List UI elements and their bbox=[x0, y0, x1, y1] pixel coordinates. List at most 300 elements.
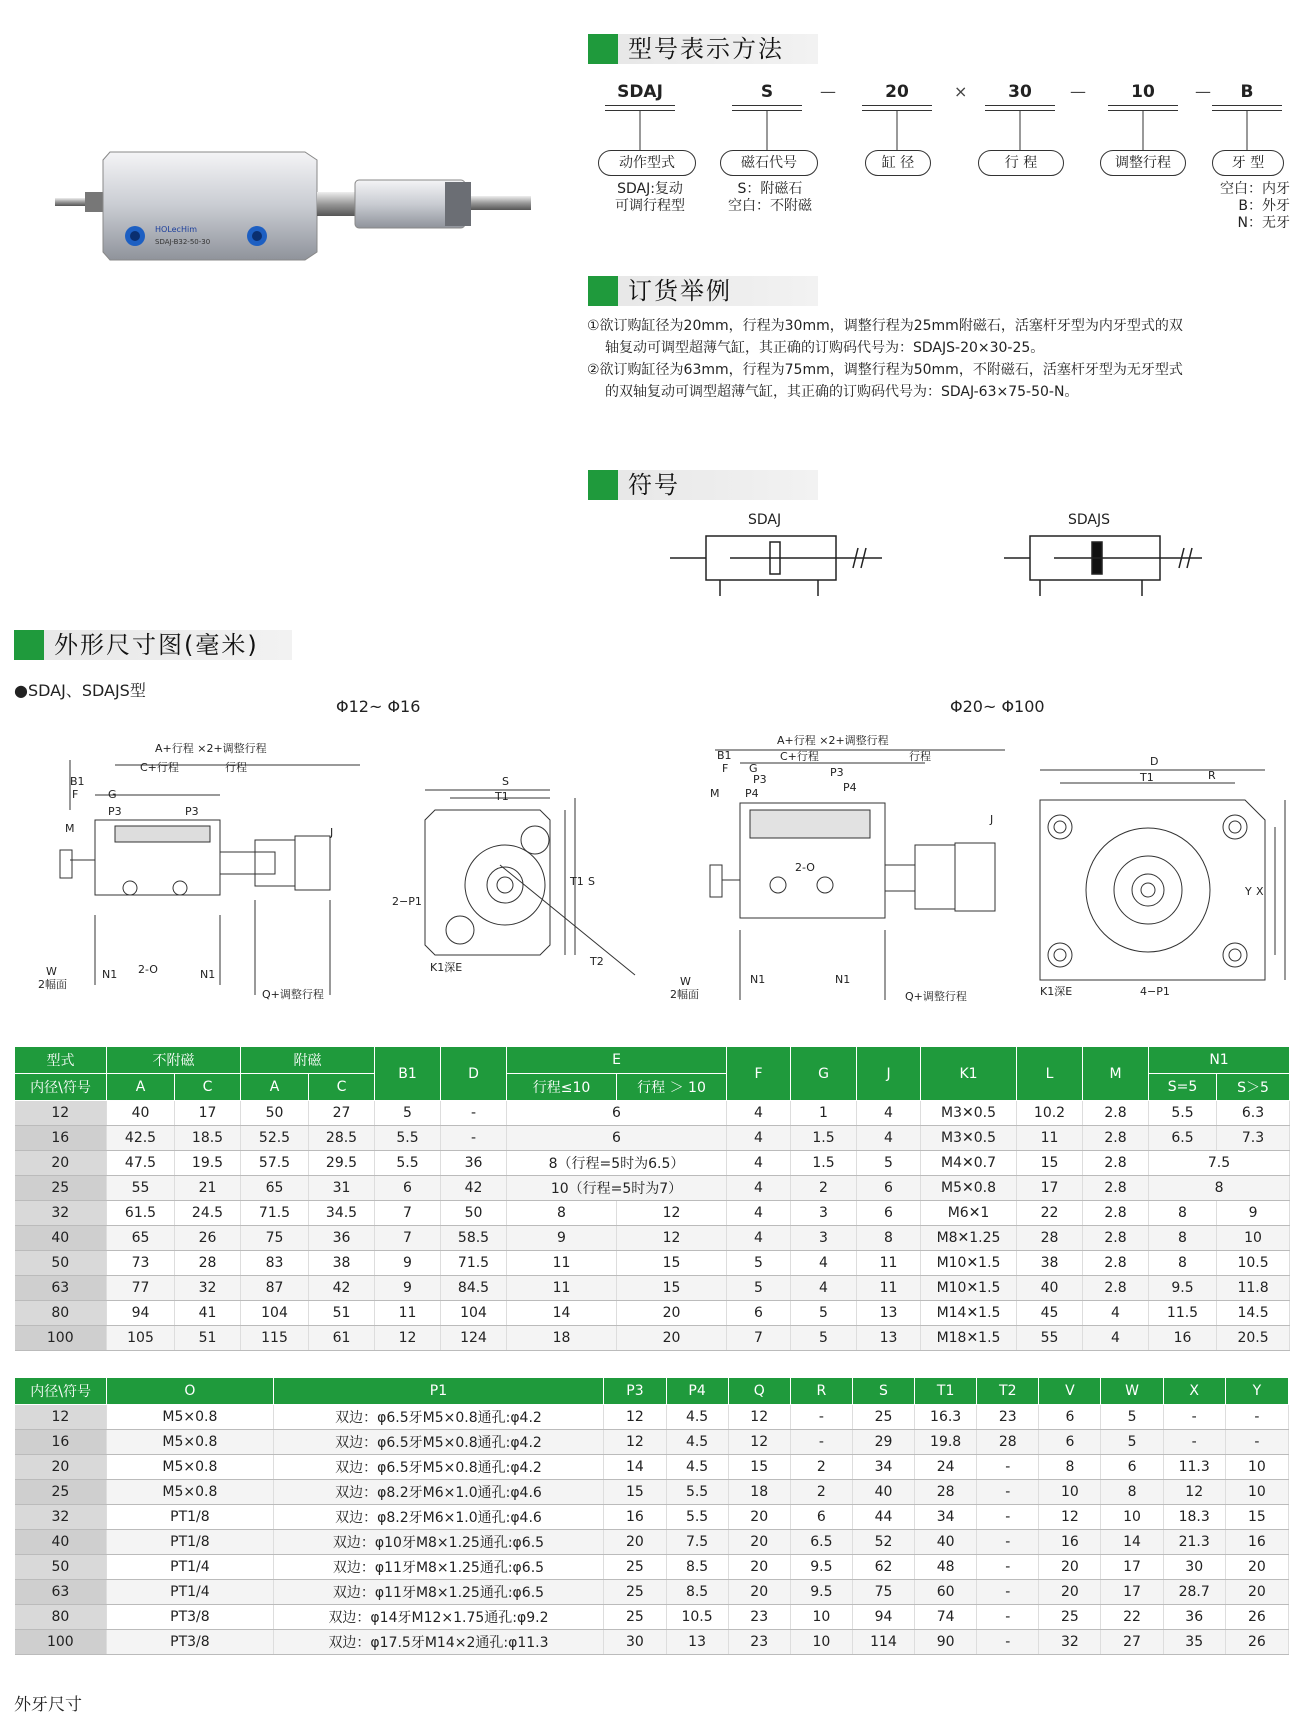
dim-label: T1 bbox=[495, 790, 509, 803]
th-a: A bbox=[107, 1074, 175, 1101]
table-cell: 8 bbox=[1149, 1226, 1217, 1251]
table-cell: 90 bbox=[915, 1630, 977, 1655]
table-cell: 75 bbox=[241, 1226, 309, 1251]
order-examples: ①欲订购缸径为20mm，行程为30mm，调整行程为25mm附磁石，活塞杆牙型为内牙型式的双 轴复动可调型超薄气缸，其正确的订购码代号为：SDAJS-20×30-25。 ②欲订购缸径为63mm，行程为75mm，调整行程为50mm，不附磁石，活塞杆牙型为无牙型式 的双轴复动可调型超薄气缸，其正确的订购码代号为：SDAJ-63×75-50-N。 bbox=[587, 318, 1183, 400]
table-cell: M3✕0.5 bbox=[921, 1126, 1017, 1151]
table-cell: 双边：φ14牙M12×1.75通孔:φ9.2 bbox=[273, 1605, 604, 1630]
table-cell: 104 bbox=[241, 1301, 309, 1326]
table-row bbox=[15, 1151, 1290, 1176]
table-cell: 34 bbox=[852, 1455, 914, 1480]
separator: — bbox=[820, 82, 836, 101]
table-cell: M14✕1.5 bbox=[921, 1301, 1017, 1326]
table-cell: 16 bbox=[1225, 1530, 1288, 1555]
dim-label: B1 bbox=[70, 775, 85, 788]
table-cell: 6 bbox=[1039, 1430, 1101, 1455]
table-cell: 5.5 bbox=[666, 1480, 728, 1505]
table-cell: 80 bbox=[15, 1605, 107, 1630]
dim-label: F bbox=[722, 762, 729, 775]
table-cell: 13 bbox=[857, 1326, 921, 1351]
table-cell: 20 bbox=[1039, 1580, 1101, 1605]
table-cell: 双边：φ6.5牙M5×0.8通孔:φ4.2 bbox=[273, 1430, 604, 1455]
table-cell: 27 bbox=[309, 1101, 375, 1126]
code-magnet: S bbox=[732, 82, 802, 111]
table-cell: 10 bbox=[790, 1630, 852, 1655]
table-cell: 15 bbox=[1225, 1505, 1288, 1530]
product-brand: HOLecHim bbox=[155, 225, 197, 234]
section-square-icon bbox=[588, 470, 618, 500]
table-cell: 11.5 bbox=[1149, 1301, 1217, 1326]
section-model-header bbox=[588, 34, 818, 64]
table-cell: - bbox=[441, 1101, 507, 1126]
table-cell: 23 bbox=[977, 1405, 1039, 1430]
table-cell: 42 bbox=[441, 1176, 507, 1201]
table-row bbox=[15, 1276, 1290, 1301]
table-header: P4 bbox=[666, 1378, 728, 1405]
table-cell: 32 bbox=[1039, 1630, 1101, 1655]
pill-action: 动作型式 bbox=[598, 150, 696, 176]
desc-magnet: S：附磁石 空白：不附磁 bbox=[728, 181, 812, 214]
table-cell: M10✕1.5 bbox=[921, 1276, 1017, 1301]
table-row bbox=[15, 1430, 1289, 1455]
table-cell: 51 bbox=[309, 1301, 375, 1326]
table-header: P1 bbox=[273, 1378, 604, 1405]
th-e: E bbox=[507, 1047, 727, 1074]
table-cell: 6.5 bbox=[1149, 1126, 1217, 1151]
table-cell: 4.5 bbox=[666, 1405, 728, 1430]
table-cell: 18 bbox=[728, 1480, 790, 1505]
table-cell: 26 bbox=[1225, 1630, 1288, 1655]
section-square-icon bbox=[588, 276, 618, 306]
table-header: Q bbox=[728, 1378, 790, 1405]
table-cell: 7 bbox=[375, 1201, 441, 1226]
table-cell: 40 bbox=[107, 1101, 175, 1126]
table-cell: 双边：φ8.2牙M6×1.0通孔:φ4.6 bbox=[273, 1480, 604, 1505]
table-cell: 11 bbox=[1017, 1126, 1083, 1151]
table-cell: 4 bbox=[791, 1276, 857, 1301]
table-cell: 4 bbox=[727, 1151, 791, 1176]
th-n1b: S＞5 bbox=[1217, 1074, 1290, 1101]
table-cell: 65 bbox=[107, 1226, 175, 1251]
table-row bbox=[15, 1530, 1289, 1555]
table-cell: 1 bbox=[791, 1101, 857, 1126]
table-cell: 10.5 bbox=[666, 1605, 728, 1630]
table-row bbox=[15, 1455, 1289, 1480]
table-cell: 9.5 bbox=[1149, 1276, 1217, 1301]
table-cell: 2.8 bbox=[1083, 1151, 1149, 1176]
dim-label: W bbox=[680, 975, 691, 988]
table-cell: M5×0.8 bbox=[107, 1480, 273, 1505]
table-cell: 10 bbox=[1225, 1455, 1288, 1480]
table-cell: 5 bbox=[727, 1251, 791, 1276]
table-cell: 5 bbox=[727, 1276, 791, 1301]
code-adjust: 10 bbox=[1108, 82, 1178, 111]
table-cell: 71.5 bbox=[441, 1251, 507, 1276]
table-cell: 35 bbox=[1163, 1630, 1225, 1655]
table-cell: 5 bbox=[791, 1326, 857, 1351]
table-cell: 8 bbox=[507, 1201, 617, 1226]
dim-label: 4−P1 bbox=[1140, 985, 1170, 998]
table-cell: PT1/8 bbox=[107, 1505, 273, 1530]
table-cell: 28.7 bbox=[1163, 1580, 1225, 1605]
table-cell: - bbox=[977, 1505, 1039, 1530]
table-row bbox=[15, 1605, 1289, 1630]
footer-title: 外牙尺寸 bbox=[14, 1695, 82, 1715]
th-bore: 内径\符号 bbox=[15, 1074, 107, 1101]
table-row bbox=[15, 1630, 1289, 1655]
dim-label: J bbox=[990, 813, 994, 826]
table-cell: 50 bbox=[15, 1555, 107, 1580]
table-cell: 7.3 bbox=[1217, 1126, 1290, 1151]
dim-label: 行程 bbox=[909, 750, 931, 763]
th-d: D bbox=[441, 1047, 507, 1101]
table-cell: 8 bbox=[1039, 1455, 1101, 1480]
table-cell: 25 bbox=[1039, 1605, 1101, 1630]
table-cell: M5×0.8 bbox=[107, 1405, 273, 1430]
table-cell: 7 bbox=[375, 1226, 441, 1251]
th-m: M bbox=[1083, 1047, 1149, 1101]
th-mag: 附磁 bbox=[241, 1047, 375, 1074]
table-cell: 15 bbox=[617, 1251, 727, 1276]
table-cell: 40 bbox=[915, 1530, 977, 1555]
table-cell: 22 bbox=[1101, 1605, 1163, 1630]
section-square-icon bbox=[14, 630, 44, 660]
th-model: 型式 bbox=[15, 1047, 107, 1074]
table-cell: 12 bbox=[1163, 1480, 1225, 1505]
table-cell: 10 bbox=[1217, 1226, 1290, 1251]
table-row bbox=[15, 1555, 1289, 1580]
table-cell: - bbox=[977, 1455, 1039, 1480]
dim-label: S bbox=[588, 875, 595, 888]
desc-thread: 空白：内牙 B：外牙 N：无牙 bbox=[1220, 181, 1290, 231]
table-cell: 9.5 bbox=[790, 1580, 852, 1605]
table-cell: - bbox=[1163, 1405, 1225, 1430]
table-cell: 9.5 bbox=[790, 1555, 852, 1580]
table-cell: 15 bbox=[728, 1455, 790, 1480]
table-cell: 2.8 bbox=[1083, 1126, 1149, 1151]
table-row bbox=[15, 1480, 1289, 1505]
table-cell: 20 bbox=[1225, 1555, 1288, 1580]
table-cell: 50 bbox=[241, 1101, 309, 1126]
table-cell: 30 bbox=[604, 1630, 666, 1655]
table-cell: 6 bbox=[1039, 1405, 1101, 1430]
table-cell: 42.5 bbox=[107, 1126, 175, 1151]
table-cell: 4 bbox=[857, 1101, 921, 1126]
symbol-label-sdajs: SDAJS bbox=[1068, 512, 1111, 528]
dim-label: 2幅面 bbox=[670, 988, 699, 1001]
table-cell: 28 bbox=[977, 1430, 1039, 1455]
table-cell: - bbox=[977, 1630, 1039, 1655]
table-cell: - bbox=[441, 1126, 507, 1151]
dim-label: G bbox=[749, 762, 758, 775]
table-cell: PT3/8 bbox=[107, 1630, 273, 1655]
code-action: SDAJ bbox=[605, 82, 675, 111]
table-cell: 7.5 bbox=[666, 1530, 728, 1555]
table-cell: 19.8 bbox=[915, 1430, 977, 1455]
dim-label: K1深E bbox=[430, 961, 463, 974]
table-header: X bbox=[1163, 1378, 1225, 1405]
dim-label: P3 bbox=[185, 805, 199, 818]
table-header: P3 bbox=[604, 1378, 666, 1405]
code-stroke: 30 bbox=[985, 82, 1055, 111]
table-cell: 15 bbox=[604, 1480, 666, 1505]
dim-label: B1 bbox=[717, 749, 732, 762]
table-cell: 双边：φ6.5牙M5×0.8通孔:φ4.2 bbox=[273, 1455, 604, 1480]
table-cell: 21.3 bbox=[1163, 1530, 1225, 1555]
table-cell: 2 bbox=[791, 1176, 857, 1201]
table-cell: 12 bbox=[375, 1326, 441, 1351]
table-row bbox=[15, 1326, 1290, 1351]
dim-label: P3 bbox=[108, 805, 122, 818]
table-cell: 24.5 bbox=[175, 1201, 241, 1226]
section-square-icon bbox=[588, 34, 618, 64]
table-cell: M6✕1 bbox=[921, 1201, 1017, 1226]
table-row bbox=[15, 1301, 1290, 1326]
table-cell: - bbox=[790, 1430, 852, 1455]
th-e2: 行程 ＞ 10 bbox=[617, 1074, 727, 1101]
table-cell: 25 bbox=[15, 1176, 107, 1201]
table-cell: 28.5 bbox=[309, 1126, 375, 1151]
table-cell: 36 bbox=[441, 1151, 507, 1176]
dim-label: F bbox=[72, 788, 79, 801]
section-order-header bbox=[588, 276, 818, 306]
table-cell: 63 bbox=[15, 1276, 107, 1301]
table-cell: 4 bbox=[727, 1176, 791, 1201]
table-row bbox=[15, 1251, 1290, 1276]
table-cell: 2 bbox=[790, 1455, 852, 1480]
table-cell: 77 bbox=[107, 1276, 175, 1301]
table-cell: 8 bbox=[857, 1226, 921, 1251]
table-cell: 51 bbox=[175, 1326, 241, 1351]
table-cell: 4 bbox=[791, 1251, 857, 1276]
table-header: W bbox=[1101, 1378, 1163, 1405]
table-cell: 14 bbox=[1101, 1530, 1163, 1555]
table-cell: 83 bbox=[241, 1251, 309, 1276]
table-cell: M5×0.8 bbox=[107, 1455, 273, 1480]
range-small: Φ12~ Φ16 bbox=[336, 697, 421, 716]
table-cell: 6 bbox=[375, 1176, 441, 1201]
section-title: 符号 bbox=[628, 471, 680, 499]
table-cell: 26 bbox=[175, 1226, 241, 1251]
table-cell: 17 bbox=[175, 1101, 241, 1126]
table-cell: 21 bbox=[175, 1176, 241, 1201]
table-cell: 14.5 bbox=[1217, 1301, 1290, 1326]
table-cell: 8 bbox=[1149, 1176, 1290, 1201]
dim-label: N1 bbox=[102, 968, 118, 981]
series-label: ●SDAJ、SDAJS型 bbox=[14, 681, 146, 700]
table-cell: 20 bbox=[617, 1326, 727, 1351]
desc-action: SDAJ:复动 可调行程型 bbox=[615, 181, 685, 214]
table-cell: 18.3 bbox=[1163, 1505, 1225, 1530]
table-header: Y bbox=[1225, 1378, 1288, 1405]
table-cell: 27 bbox=[1101, 1630, 1163, 1655]
table-cell: 12 bbox=[617, 1226, 727, 1251]
table-cell: 41 bbox=[175, 1301, 241, 1326]
table-cell: M8✕1.25 bbox=[921, 1226, 1017, 1251]
table-cell: 4 bbox=[1083, 1326, 1149, 1351]
table-cell: 20 bbox=[617, 1301, 727, 1326]
dim-label: N1 bbox=[200, 968, 216, 981]
table-cell: 2 bbox=[790, 1480, 852, 1505]
table-cell: 20.5 bbox=[1217, 1326, 1290, 1351]
table-cell: M5×0.8 bbox=[107, 1430, 273, 1455]
drawing-side-small bbox=[20, 740, 380, 1005]
table-cell: - bbox=[977, 1605, 1039, 1630]
table-cell: 8 bbox=[1149, 1251, 1217, 1276]
table-cell: 28 bbox=[915, 1480, 977, 1505]
table-cell: 63 bbox=[15, 1580, 107, 1605]
dim-label: S bbox=[502, 775, 509, 788]
table-cell: 双边：φ6.5牙M5×0.8通孔:φ4.2 bbox=[273, 1405, 604, 1430]
table-cell: 94 bbox=[852, 1605, 914, 1630]
table-cell: 94 bbox=[107, 1301, 175, 1326]
section-title: 型号表示方法 bbox=[628, 35, 784, 63]
table-cell: 36 bbox=[309, 1226, 375, 1251]
dim-label: 行程 bbox=[225, 761, 247, 774]
table-cell: 25 bbox=[852, 1405, 914, 1430]
table-cell: 48 bbox=[915, 1555, 977, 1580]
table-cell: 18.5 bbox=[175, 1126, 241, 1151]
table-cell: 5.5 bbox=[375, 1126, 441, 1151]
table-header: S bbox=[852, 1378, 914, 1405]
table-cell: 29 bbox=[852, 1430, 914, 1455]
table-row bbox=[15, 1580, 1289, 1605]
pill-adjust: 调整行程 bbox=[1100, 150, 1186, 176]
dim-label: N1 bbox=[835, 973, 851, 986]
table-cell: 17 bbox=[1101, 1555, 1163, 1580]
table-cell: 18 bbox=[507, 1326, 617, 1351]
table-cell: 20 bbox=[1225, 1580, 1288, 1605]
dim-label: 2-O bbox=[138, 963, 158, 976]
dim-label: P4 bbox=[745, 787, 759, 800]
table-cell: 104 bbox=[441, 1301, 507, 1326]
table-cell: 100 bbox=[15, 1326, 107, 1351]
table-header: R bbox=[790, 1378, 852, 1405]
separator: — bbox=[1070, 82, 1086, 101]
table-cell: 10（行程=5时为7） bbox=[507, 1176, 727, 1201]
table-cell: 105 bbox=[107, 1326, 175, 1351]
table-cell: 45 bbox=[1017, 1301, 1083, 1326]
table-cell: - bbox=[1225, 1405, 1288, 1430]
dim-label: P4 bbox=[843, 781, 857, 794]
table-cell: 34 bbox=[915, 1505, 977, 1530]
table-cell: 42 bbox=[309, 1276, 375, 1301]
table-row bbox=[15, 1201, 1290, 1226]
table-cell: 25 bbox=[604, 1580, 666, 1605]
table-cell: 10 bbox=[790, 1605, 852, 1630]
separator: — bbox=[1195, 82, 1211, 101]
table-cell: 1.5 bbox=[791, 1151, 857, 1176]
table-cell: 10 bbox=[1101, 1505, 1163, 1530]
table-cell: 29.5 bbox=[309, 1151, 375, 1176]
table-cell: M4✕0.7 bbox=[921, 1151, 1017, 1176]
table-cell: 16 bbox=[15, 1430, 107, 1455]
table-cell: 5.5 bbox=[1149, 1101, 1217, 1126]
table-cell: 2.8 bbox=[1083, 1101, 1149, 1126]
th-a: A bbox=[241, 1074, 309, 1101]
table-cell: 12 bbox=[1039, 1505, 1101, 1530]
th-n1: N1 bbox=[1149, 1047, 1290, 1074]
section-symbol-header bbox=[588, 470, 818, 500]
drawing-side-large bbox=[665, 735, 1025, 1015]
table-cell: 61.5 bbox=[107, 1201, 175, 1226]
th-f: F bbox=[727, 1047, 791, 1101]
table-cell: 10 bbox=[1225, 1480, 1288, 1505]
table-row bbox=[15, 1126, 1290, 1151]
table-cell: 12 bbox=[604, 1430, 666, 1455]
table-header: O bbox=[107, 1378, 273, 1405]
table-cell: 17 bbox=[1101, 1580, 1163, 1605]
dim-label: T1 bbox=[1140, 771, 1154, 784]
dim-label: T1 bbox=[570, 875, 584, 888]
table-cell: 75 bbox=[852, 1580, 914, 1605]
table-cell: 60 bbox=[915, 1580, 977, 1605]
table-cell: 84.5 bbox=[441, 1276, 507, 1301]
dim-label: Q+调整行程 bbox=[905, 990, 967, 1003]
dim-label: A+行程 ×2+调整行程 bbox=[155, 742, 267, 755]
drawing-front-large bbox=[1030, 755, 1290, 1005]
table-cell: 73 bbox=[107, 1251, 175, 1276]
table-cell: 47.5 bbox=[107, 1151, 175, 1176]
table-cell: 6 bbox=[857, 1201, 921, 1226]
table-cell: 32 bbox=[175, 1276, 241, 1301]
table-cell: 25 bbox=[604, 1555, 666, 1580]
table-cell: PT1/4 bbox=[107, 1555, 273, 1580]
table-cell: 40 bbox=[15, 1530, 107, 1555]
table-cell: 10.2 bbox=[1017, 1101, 1083, 1126]
table-cell: 23 bbox=[728, 1630, 790, 1655]
table-cell: 71.5 bbox=[241, 1201, 309, 1226]
table-cell: 74 bbox=[915, 1605, 977, 1630]
table-cell: 12 bbox=[617, 1201, 727, 1226]
table-cell: - bbox=[1225, 1430, 1288, 1455]
table-row bbox=[15, 1176, 1290, 1201]
table-cell: 34.5 bbox=[309, 1201, 375, 1226]
th-nomag: 不附磁 bbox=[107, 1047, 241, 1074]
table-cell: 6 bbox=[790, 1505, 852, 1530]
drawing-front-small bbox=[390, 760, 650, 1030]
table-cell: 11.8 bbox=[1217, 1276, 1290, 1301]
table-row bbox=[15, 1505, 1289, 1530]
table-cell: 6 bbox=[857, 1176, 921, 1201]
table-cell: 4 bbox=[857, 1126, 921, 1151]
pill-stroke: 行 程 bbox=[978, 150, 1064, 176]
table-cell: 31 bbox=[309, 1176, 375, 1201]
table-cell: PT1/8 bbox=[107, 1530, 273, 1555]
table-cell: 12 bbox=[15, 1101, 107, 1126]
table-cell: 11.3 bbox=[1163, 1455, 1225, 1480]
dim-label: Y bbox=[1245, 885, 1252, 898]
table-cell: 4 bbox=[727, 1226, 791, 1251]
table-cell: 12 bbox=[604, 1405, 666, 1430]
dim-label: M bbox=[65, 822, 75, 835]
table-cell: 58.5 bbox=[441, 1226, 507, 1251]
table-cell: 11 bbox=[375, 1301, 441, 1326]
table-row bbox=[15, 1226, 1290, 1251]
table-cell: 8 bbox=[1101, 1480, 1163, 1505]
table-header: T1 bbox=[915, 1378, 977, 1405]
table-cell: 15 bbox=[617, 1276, 727, 1301]
table-cell: 50 bbox=[15, 1251, 107, 1276]
table-row bbox=[15, 1405, 1289, 1430]
table-cell: 61 bbox=[309, 1326, 375, 1351]
table-cell: 4 bbox=[727, 1126, 791, 1151]
table-cell: 6 bbox=[507, 1101, 727, 1126]
table-cell: 6 bbox=[1101, 1455, 1163, 1480]
table-cell: 3 bbox=[791, 1201, 857, 1226]
table-cell: 9 bbox=[507, 1226, 617, 1251]
table-cell: 11 bbox=[507, 1276, 617, 1301]
table-cell: 8.5 bbox=[666, 1555, 728, 1580]
